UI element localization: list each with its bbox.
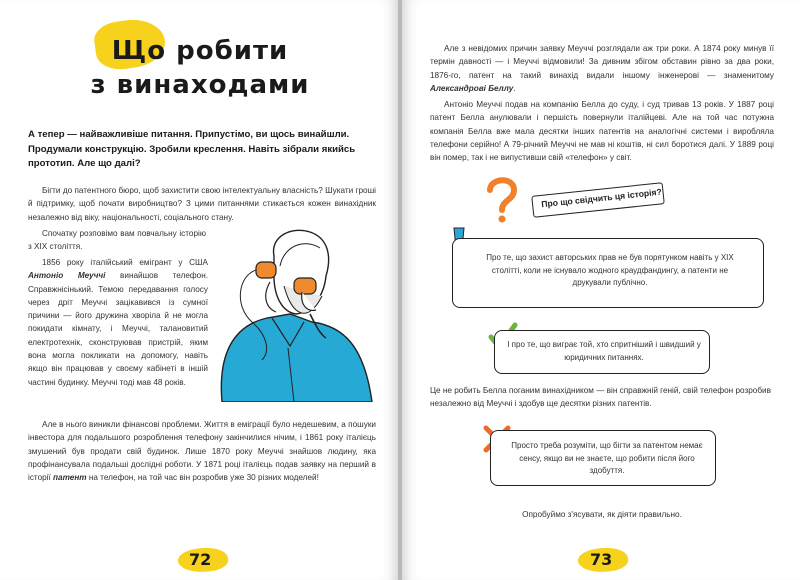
paragraph-3 xyxy=(28,256,208,389)
answer-box-1-text: Про те, що захист авторських прав не був порятунком навіть у ХІХ столітті, коли не існувало жодного краудфандингу, а патенти не друкували публічно. xyxy=(486,253,734,287)
meucci-name: Антоніо Меуччі xyxy=(28,271,106,281)
closing-line: Опробуймо з'ясувати, як діяти правильно. xyxy=(522,510,682,519)
rp1-start: Але з невідомих причин заявку Меуччі розглядали аж три роки. А 1874 року минув її термін давності — і Меуччі відмовили! За дивним збігом обставин рівно за два роки, 1876-го, патент на такий винахід видали іншому інженерові — знаменитому xyxy=(430,44,774,80)
meucci-telephone-illustration xyxy=(212,226,382,402)
page-number: 73 xyxy=(590,550,613,569)
paragraph-1: Бігти до патентного бюро, щоб захистити свою інтелектуальну власність? Шукати гроші й підтримку, щоб почати виробництво? З цими питаннями стикається кожен винахідник незалежно від віку, національності, соціального стану. xyxy=(28,186,376,222)
page-title xyxy=(80,34,320,102)
p3-start: 1856 року італійський емігрант у США xyxy=(42,258,208,267)
right-paragraph-2: Антоніо Меуччі подав на компанію Белла до суду, і суд тривав 13 років. У 1887 році патент Белла анулювали і першість повернули італійцеві. Але на той час потужна компанія Белла вже мала десятки інших патентів на аналогічні системи і виробляла телефони серійно! А 79-річний Меуччі не мав ні коштів, ні сил боротися далі. У 1889 році він помер, так і не випустивши свій «телефон» у світ. xyxy=(430,100,774,163)
lead-paragraph: А тепер — найважливіше питання. Припустімо, ви щось винайшли. Продумали конструкцію. Зробили креслення. Навіть зібрали якийсь прототип. Але що далі? xyxy=(28,129,356,169)
p3-end: винайшов телефон. Справжнісінький. Темою передавання голосу через дріт Меуччі зацікавився із сумної причини — його дружина хворіла й не могла покидати кімнату, і Меуччі, талановитий електротехнік, сконструював пристрій, яким вона могла покликати на допомогу, навіть якщо він працював у своєму кабінеті в іншій частині будинку. Меуччі тоді мав 48 років. xyxy=(28,271,209,387)
rp1-end: . xyxy=(513,83,516,93)
paragraph-2: Спочатку розповімо вам повчальну історію з ХІХ століття. xyxy=(28,229,206,252)
bell-name: Александрові Беллу xyxy=(430,83,514,93)
title-line-2: з винаходами xyxy=(90,70,310,100)
question-mark-icon xyxy=(482,176,522,224)
answer-box-2-text: І про те, що виграє той, хто спритніший і швидший у юридичних питаннях. xyxy=(507,340,701,362)
right-paragraph-1 xyxy=(430,42,774,95)
p4-start: Але в нього виникли фінансові проблеми. Життя в еміграції було недешевим, а пошуки інвестора для подальшого розроблення телефону закінчилися нічим, і 1861 року італієць змушений був продати свій будинок. Лише 1870 року Меуччі знайшов людину, яка профінансувала подальші дослідні роботи. У 1871 році італієць подав заявку на перший в історії xyxy=(28,420,376,483)
left-page xyxy=(0,0,398,580)
patent-word: патент xyxy=(53,473,87,483)
title-line-1: Що робити xyxy=(111,36,289,66)
paragraph-4 xyxy=(28,418,376,484)
p4-end: на телефон, на той час він розробив уже 30 різних моделей! xyxy=(86,473,319,483)
answer-box-3-text: Просто треба розуміти, що бігти за патентом немає сенсу, якщо ви не знаєте, що робити після його здобуття. xyxy=(511,441,703,475)
page-number: 72 xyxy=(189,550,212,569)
right-paragraph-3: Це не робить Белла поганим винахідником — він справжній геній, свій телефон розробив незалежно від Меуччі і здобув ще десятки різних патентів. xyxy=(430,386,771,409)
right-page xyxy=(402,0,800,580)
question-text: Про що свідчить ця історія? xyxy=(540,186,663,210)
